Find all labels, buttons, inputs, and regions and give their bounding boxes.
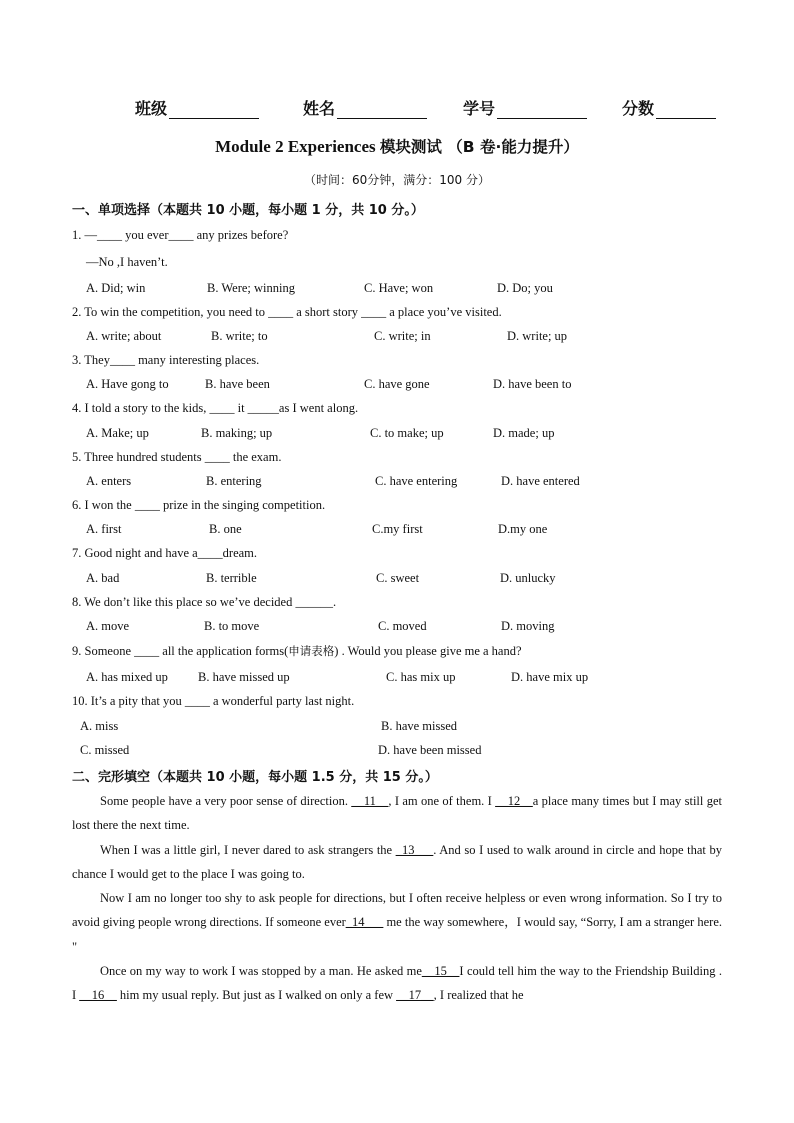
question-2-stem: 2. To win the competition, you need to ____ a short story ____ a place you’ve visited.: [72, 305, 502, 319]
score-blank[interactable]: [656, 100, 716, 119]
question-6-option-b[interactable]: B. one: [209, 522, 242, 536]
section2-heading: 二、完形填空（本题共 10 小题，每小题 1.5 分，共 15 分。）: [72, 770, 438, 785]
student-id-label: 学号: [463, 99, 496, 118]
question-3-option-a[interactable]: A. Have gong to: [86, 377, 169, 391]
question-1-option-d[interactable]: D. Do; you: [497, 281, 553, 295]
question-2-option-a[interactable]: A. write; about: [86, 329, 162, 343]
question-1-option-a[interactable]: A. Did; win: [86, 281, 146, 295]
question-9-stem-end: ) . Would you please give me a hand?: [334, 644, 522, 658]
question-8-option-d[interactable]: D. moving: [501, 619, 555, 633]
question-5-option-c[interactable]: C. have entering: [375, 474, 458, 488]
passage-text: , I realized that he: [433, 988, 524, 1003]
cloze-passage: [72, 789, 722, 1008]
blank-14[interactable]: _14___: [345, 915, 384, 930]
question-4-option-c[interactable]: C. to make; up: [370, 426, 444, 440]
name-label: 姓名: [303, 99, 336, 118]
title-english: Module 2 Experiences: [215, 137, 376, 156]
question-9-option-a[interactable]: A. has mixed up: [86, 670, 168, 684]
question-7-option-a[interactable]: A. bad: [86, 571, 120, 585]
question-10-stem: 10. It’s a pity that you ____ a wonderful party last night.: [72, 694, 355, 708]
title-chinese: 模块测试 （B 卷·能力提升）: [379, 138, 579, 156]
section1-heading: 一、单项选择（本题共 10 小题，每小题 1 分，共 10 分。）: [72, 203, 424, 218]
question-5-stem: 5. Three hundred students ____ the exam.: [72, 450, 282, 464]
question-1-option-c[interactable]: C. Have; won: [364, 281, 434, 295]
question-8-option-b[interactable]: B. to move: [204, 619, 260, 633]
passage-text: Once on my way to work I was stopped by a man. He asked me: [100, 964, 422, 979]
cloze-paragraph-1: [72, 789, 722, 838]
blank-15[interactable]: __15__: [421, 964, 460, 979]
question-5-option-a[interactable]: A. enters: [86, 474, 132, 488]
passage-text: , I am one of them. I: [388, 794, 496, 808]
question-6-option-c[interactable]: C.my first: [372, 522, 423, 536]
question-9-stem: [72, 643, 522, 659]
cloze-paragraph-4: [72, 959, 722, 1008]
question-8-option-a[interactable]: A. move: [86, 619, 130, 633]
exam-time-info: （时间：60分钟，满分：100 分）: [304, 173, 490, 187]
score-field[interactable]: [622, 96, 716, 119]
passage-text: a place many times but I may still get lost there the next time.: [72, 794, 722, 833]
class-field[interactable]: [135, 96, 259, 119]
name-blank[interactable]: [337, 100, 427, 119]
question-9-stem-start: 9. Someone ____ all the application forms(: [72, 644, 289, 658]
question-7-option-d[interactable]: D. unlucky: [500, 571, 556, 585]
passage-text: Now I am no longer too shy to ask people for directions, but I often receive helpless or even wrong information. So I try to avoid giving people wrong directions. If someone ever: [72, 891, 722, 930]
question-5-option-b[interactable]: B. entering: [206, 474, 262, 488]
cloze-paragraph-3: [72, 886, 722, 959]
class-label: 班级: [135, 99, 168, 118]
question-1-stem: 1. —____ you ever____ any prizes before?: [72, 228, 289, 242]
student-id-field[interactable]: [463, 96, 587, 119]
passage-text: When I was a little girl, I never dared to ask strangers the: [100, 842, 396, 857]
question-2-option-d[interactable]: D. write; up: [507, 329, 568, 343]
blank-13[interactable]: _13___: [395, 842, 434, 857]
page-title: [0, 135, 794, 157]
question-4-stem: 4. I told a story to the kids, ____ it _____as I went along.: [72, 401, 359, 415]
question-7-option-b[interactable]: B. terrible: [206, 571, 257, 585]
score-label: 分数: [622, 99, 655, 118]
question-2-option-c[interactable]: C. write; in: [374, 329, 431, 343]
blank-11[interactable]: __11__: [351, 794, 389, 808]
question-7-option-c[interactable]: C. sweet: [376, 571, 420, 585]
question-3-stem: 3. They____ many interesting places.: [72, 353, 260, 367]
passage-text: him my usual reply. But just as I walked on only a few: [116, 988, 397, 1003]
question-10-option-b[interactable]: B. have missed: [381, 719, 458, 733]
question-8-stem: 8. We don’t like this place so we’ve decided ______.: [72, 595, 337, 609]
question-9-option-c[interactable]: C. has mix up: [386, 670, 456, 684]
question-3-option-d[interactable]: D. have been to: [493, 377, 572, 391]
student-id-blank[interactable]: [497, 100, 587, 119]
question-4-option-a[interactable]: A. Make; up: [86, 426, 149, 440]
question-9-stem-chinese-note: 申请表格: [288, 644, 335, 658]
passage-text: me the way somewhere，I would say, “Sorry, I am a stranger here. ": [72, 915, 722, 954]
question-9-option-d[interactable]: D. have mix up: [511, 670, 589, 684]
question-5-option-d[interactable]: D. have entered: [501, 474, 580, 488]
blank-16[interactable]: __16__: [79, 988, 117, 1003]
question-4-option-d[interactable]: D. made; up: [493, 426, 555, 440]
question-2-option-b[interactable]: B. write; to: [211, 329, 268, 343]
question-10-option-d[interactable]: D. have been missed: [378, 743, 482, 757]
question-4-option-b[interactable]: B. making; up: [201, 426, 273, 440]
blank-17[interactable]: __17__: [396, 988, 434, 1003]
question-8-option-c[interactable]: C. moved: [378, 619, 427, 633]
cloze-paragraph-2: [72, 838, 722, 887]
question-1-dialogue: —No ,I haven’t.: [86, 255, 168, 269]
question-1-option-b[interactable]: B. Were; winning: [207, 281, 295, 295]
question-6-option-a[interactable]: A. first: [86, 522, 122, 536]
passage-text: . And so I used to walk around in circle and hope that by chance I would get to the place I was going to.: [72, 842, 722, 881]
question-3-option-b[interactable]: B. have been: [205, 377, 270, 391]
question-3-option-c[interactable]: C. have gone: [364, 377, 430, 391]
class-blank[interactable]: [169, 100, 259, 119]
passage-text: I could tell him the way to the Friendship Building . I: [72, 964, 722, 1003]
question-6-option-d[interactable]: D.my one: [498, 522, 548, 536]
question-9-option-b[interactable]: B. have missed up: [198, 670, 290, 684]
question-10-option-a[interactable]: A. miss: [80, 719, 119, 733]
name-field[interactable]: [303, 96, 427, 119]
question-10-option-c[interactable]: C. missed: [80, 743, 130, 757]
question-7-stem: 7. Good night and have a____dream.: [72, 546, 258, 560]
passage-text: Some people have a very poor sense of direction.: [100, 794, 352, 808]
blank-12[interactable]: __12__: [495, 794, 533, 808]
question-6-stem: 6. I won the ____ prize in the singing competition.: [72, 498, 326, 512]
